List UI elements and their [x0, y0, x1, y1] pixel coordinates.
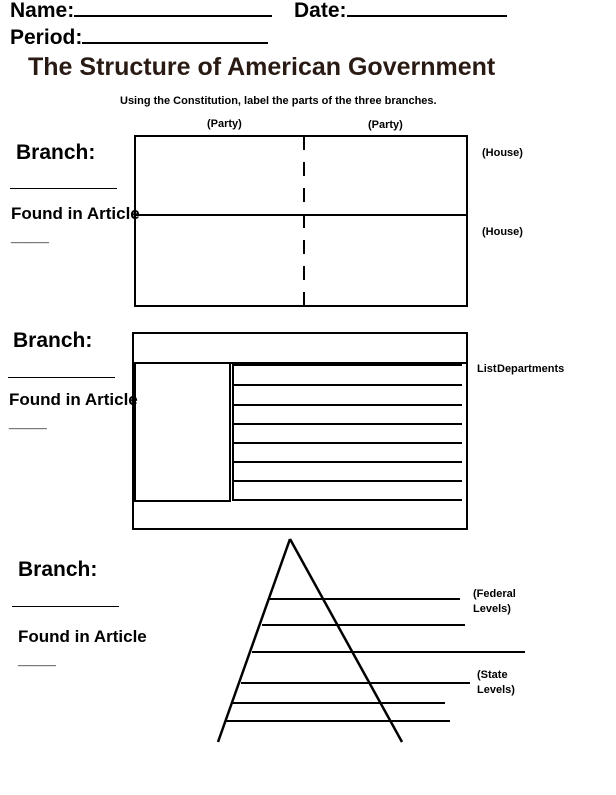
executive-branch-label: Branch:: [13, 329, 93, 352]
executive-diagram: [133, 333, 467, 529]
executive-found-label: Found in Article ____: [9, 390, 138, 431]
executive-left-box: [135, 363, 230, 501]
legislative-branch-label: Branch:: [16, 141, 96, 164]
instructions: Using the Constitution, label the parts of the three branches.: [120, 95, 437, 107]
house-top-label: (House): [482, 147, 523, 159]
federal-levels-label: (Federal Levels): [473, 588, 516, 615]
pyramid-right-side: [290, 539, 402, 742]
legislative-diagram: [135, 136, 467, 306]
judicial-found-label: Found in Article ____: [18, 627, 147, 668]
period-label: Period:: [10, 26, 83, 49]
party-left-label: (Party): [207, 118, 242, 130]
legislative-found-label: Found in Article ____: [11, 204, 140, 245]
party-right-label: (Party): [368, 119, 403, 131]
judicial-branch-label: Branch:: [18, 558, 98, 581]
date-label: Date:: [294, 0, 347, 22]
pyramid-left-side: [218, 539, 290, 742]
page-title: The Structure of American Government: [28, 53, 496, 81]
state-levels-label: (State Levels): [477, 669, 515, 696]
house-bottom-label: (House): [482, 226, 523, 238]
name-label: Name:: [10, 0, 75, 22]
judicial-pyramid: [218, 539, 525, 742]
list-vertical-label: List: [477, 363, 497, 375]
departments-vertical-label: Departments: [497, 363, 565, 375]
legislative-outer-box: [135, 136, 467, 306]
